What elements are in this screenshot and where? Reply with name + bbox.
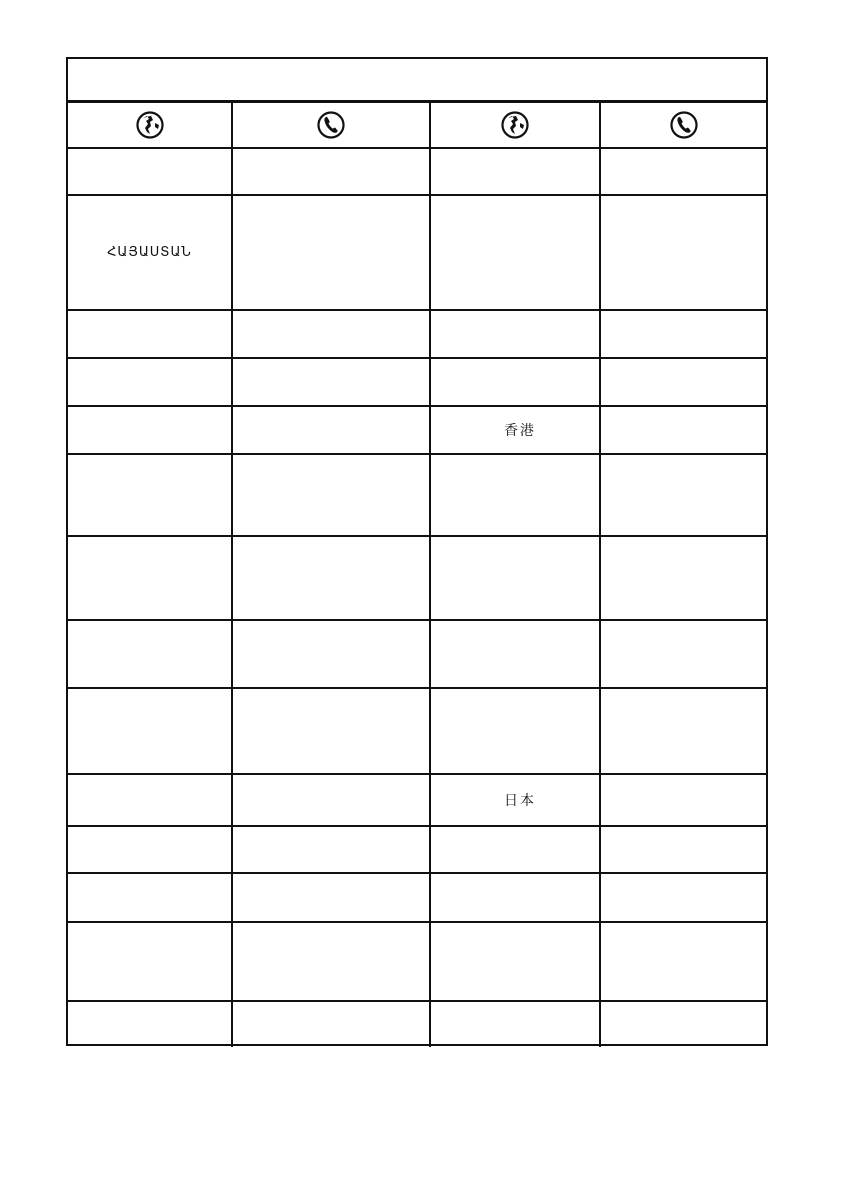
table-row	[68, 620, 766, 688]
country-cell	[68, 826, 232, 873]
header-row	[68, 103, 766, 148]
phone-cell	[600, 774, 766, 826]
phone-icon	[316, 110, 346, 140]
country-cell	[68, 774, 232, 826]
contacts-grid	[68, 103, 766, 1047]
phone-cell	[232, 358, 430, 406]
country-cell	[430, 406, 600, 454]
phone-cell	[600, 873, 766, 922]
country-cell	[430, 620, 600, 688]
country-cell	[430, 1001, 600, 1047]
support-contacts-table	[66, 57, 768, 1046]
country-cell	[68, 148, 232, 195]
table-row	[68, 688, 766, 774]
country-cell	[68, 922, 232, 1001]
phone-cell	[600, 406, 766, 454]
country-cell	[68, 1001, 232, 1047]
country-cell	[430, 310, 600, 358]
country-cell	[430, 688, 600, 774]
table-row	[68, 873, 766, 922]
table-row	[68, 358, 766, 406]
table-row	[68, 922, 766, 1001]
country-cell	[68, 406, 232, 454]
phone-cell	[232, 454, 430, 536]
column-header-country-1	[68, 103, 232, 148]
country-cell	[430, 148, 600, 195]
table-row	[68, 310, 766, 358]
table-row	[68, 148, 766, 195]
country-cell	[430, 873, 600, 922]
table-row	[68, 406, 766, 454]
table-row	[68, 1001, 766, 1047]
country-cell	[68, 310, 232, 358]
table-row	[68, 454, 766, 536]
country-name: 日本	[504, 793, 536, 809]
table-title-row	[68, 59, 766, 103]
phone-cell	[600, 454, 766, 536]
phone-cell	[600, 826, 766, 873]
country-name: 香港	[504, 423, 536, 439]
phone-cell	[600, 310, 766, 358]
globe-icon	[500, 110, 530, 140]
phone-cell	[232, 922, 430, 1001]
phone-cell	[232, 310, 430, 358]
phone-cell	[600, 1001, 766, 1047]
country-cell	[68, 358, 232, 406]
table-row	[68, 774, 766, 826]
phone-cell	[600, 688, 766, 774]
phone-cell	[600, 620, 766, 688]
country-cell	[68, 454, 232, 536]
country-cell	[68, 873, 232, 922]
table-row	[68, 536, 766, 620]
country-cell	[430, 774, 600, 826]
country-cell	[68, 536, 232, 620]
phone-cell	[600, 358, 766, 406]
column-header-phone-2	[600, 103, 766, 148]
country-cell	[68, 688, 232, 774]
globe-icon	[135, 110, 165, 140]
phone-cell	[232, 774, 430, 826]
country-cell	[430, 454, 600, 536]
country-cell	[68, 620, 232, 688]
phone-cell	[232, 620, 430, 688]
phone-icon	[669, 110, 699, 140]
column-header-phone-1	[232, 103, 430, 148]
column-header-country-2	[430, 103, 600, 148]
phone-cell	[232, 1001, 430, 1047]
country-name: ՀԱՅԱՍՏԱՆ	[107, 245, 192, 260]
country-cell	[430, 195, 600, 310]
phone-cell	[232, 873, 430, 922]
phone-cell	[232, 406, 430, 454]
country-cell	[430, 358, 600, 406]
table-row	[68, 195, 766, 310]
phone-cell	[232, 688, 430, 774]
country-cell	[430, 826, 600, 873]
phone-cell	[232, 826, 430, 873]
phone-cell	[232, 536, 430, 620]
phone-cell	[600, 536, 766, 620]
phone-cell	[600, 148, 766, 195]
phone-cell	[232, 195, 430, 310]
phone-cell	[600, 195, 766, 310]
country-cell	[68, 195, 232, 310]
country-cell	[430, 536, 600, 620]
phone-cell	[600, 922, 766, 1001]
table-row	[68, 826, 766, 873]
country-cell	[430, 922, 600, 1001]
phone-cell	[232, 148, 430, 195]
